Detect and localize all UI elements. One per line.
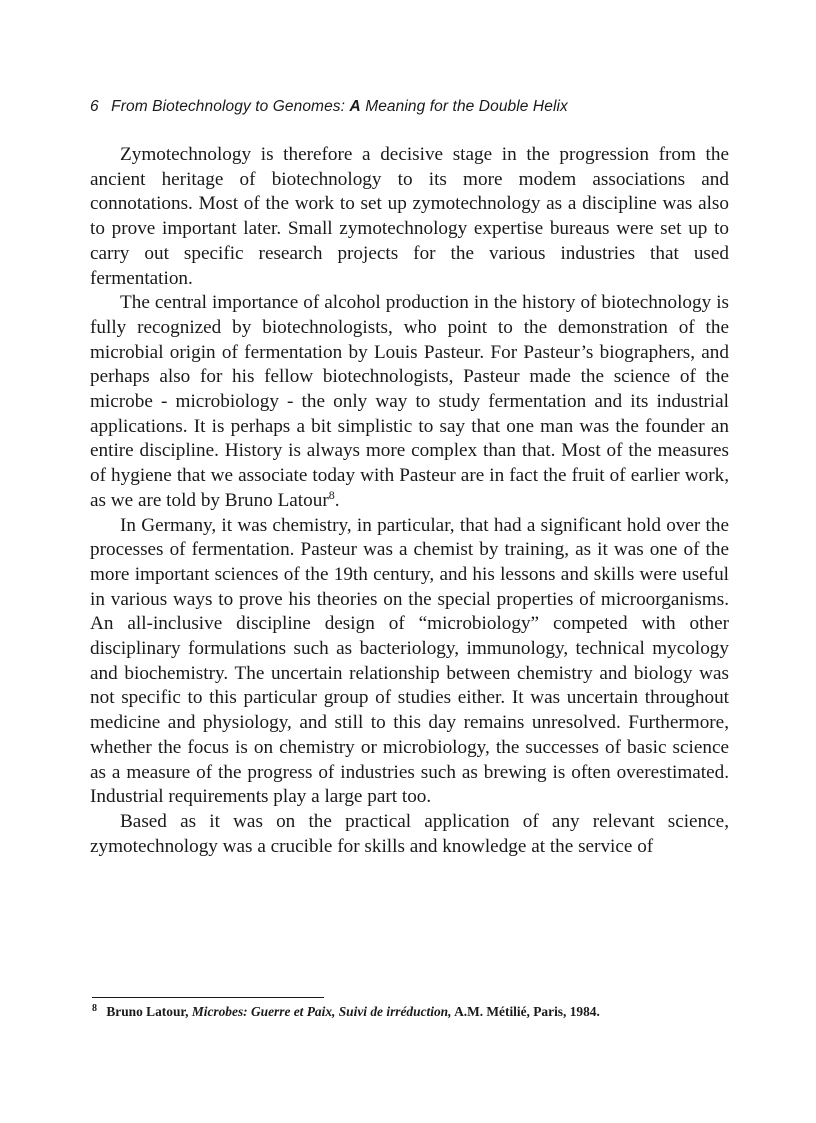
footnote-title: Microbes: Guerre et Paix, Suivi de irréduction, — [191, 1004, 452, 1019]
paragraph-4 — [90, 810, 729, 859]
footnote — [92, 1003, 732, 1020]
footnote-reference[interactable]: 8 — [328, 487, 335, 502]
footnote-author: Bruno Latour, — [106, 1004, 189, 1019]
paragraph-4-text: Based as it was on the practical application of any relevant science, zymotechnology was a crucible for skills and knowledge at the service of — [90, 810, 729, 857]
footnote-publisher: A.M. Métilié, Paris, 1984. — [454, 1004, 600, 1019]
paragraph-2-text: The central importance of alcohol production in the history of biotechnology is fully recognized by biotechnologists, who point to the demonstration of the microbial origin of fermentation by Louis Pasteur. For Pasteur’s biographers, and perhaps also for his fellow biotechnologists, Pasteur made the science of the microbe - microbiology - the only way to study fermentation and its industrial applications. It is perhaps a bit simplistic to say that one man was the founder an entire discipline. History is always more complex than that. Most of the measures of hygiene that we associate today with Pasteur are in fact the fruit of earlier work, as we are told by Bruno Latour — [90, 292, 729, 511]
running-header — [90, 98, 730, 116]
body-text — [90, 143, 729, 859]
header-title-bold: A — [349, 98, 361, 115]
paragraph-3 — [90, 514, 729, 810]
page-number: 6 — [90, 98, 99, 115]
paragraph-2-tail: . — [334, 489, 340, 511]
header-title-part1: From Biotechnology to Genomes: — [111, 98, 346, 115]
header-title-part2: Meaning for the Double Helix — [365, 98, 568, 115]
paragraph-1-text: Zymotechnology is therefore a decisive stage in the progression from the ancient heritage of biotechnology to its more modem associations and connotations. Most of the work to set up zymotechnology as a discipline was also to prove important later. Small zymotechnology expertise bureaus were set up to carry out specific research projects for the various industries that used fermentation. — [90, 144, 729, 289]
paragraph-2 — [90, 291, 729, 513]
paragraph-1 — [90, 143, 729, 291]
paragraph-3-text: In Germany, it was chemistry, in particular, that had a significant hold over the processes of fermentation. Pasteur was a chemist by training, as it was one of the more important sciences of the 19th century, and his lessons and skills were useful in various ways to prove his theories on the special properties of microorganisms. An all-inclusive discipline design of “microbiology” competed with other disciplinary formulations such as bacteriology, immunology, technical mycology and biochemistry. The uncertain relationship between chemistry and biology was not specific to this particular group of studies either. It was uncertain throughout medicine and physiology, and still to this day remains unresolved. Furthermore, whether the focus is on chemistry or microbiology, the successes of basic science as a measure of the progress of industries such as brewing is often overestimated. Industrial requirements play a large part too. — [90, 514, 729, 808]
footnote-divider — [92, 997, 324, 998]
footnote-marker: 8 — [92, 1003, 97, 1014]
